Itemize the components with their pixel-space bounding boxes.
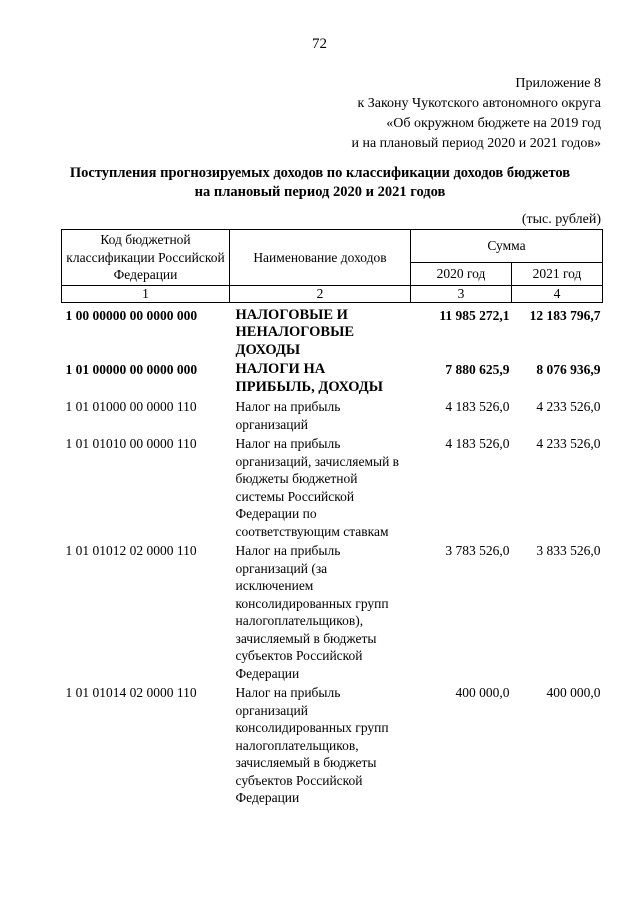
row-name: Налог на прибыль организаций, зачисляемый в бюджеты бюджетной системы Российской Федерации по соответствующим ставкам — [235, 436, 400, 539]
header-code: Код бюджетной классификации Российской Федерации — [62, 230, 230, 286]
row-amount-2021: 3 833 526,0 — [536, 543, 601, 558]
column-numbers-row — [62, 285, 603, 302]
appendix-line-4: и на плановый период 2020 и 2021 годов» — [351, 136, 601, 151]
row-code: 1 00 00000 00 0000 000 — [65, 307, 198, 323]
appendix-reference — [351, 74, 601, 154]
row-code: 1 01 01000 00 0000 110 — [65, 399, 197, 414]
column-number: 3 — [411, 285, 512, 302]
title-line-1: Поступления прогнозируемых доходов по классификации доходов бюджетов — [69, 165, 571, 181]
page-number: 72 — [312, 36, 327, 52]
appendix-line-1: Приложение 8 — [515, 76, 601, 91]
row-amount-2020: 7 880 625,9 — [445, 362, 510, 377]
row-amount-2021: 4 233 526,0 — [536, 399, 601, 414]
header-year-2020: 2020 год — [411, 263, 512, 285]
header-sum: Сумма — [411, 230, 603, 263]
column-number: 2 — [230, 285, 411, 302]
row-code: 1 01 00000 00 0000 000 — [65, 362, 198, 377]
units-label: (тыс. рублей) — [521, 212, 601, 227]
row-amount-2021: 400 000,0 — [546, 685, 601, 700]
header-name: Наименование доходов — [230, 230, 411, 286]
row-amount-2020: 11 985 272,1 — [439, 307, 510, 323]
row-amount-2020: 4 183 526,0 — [445, 399, 510, 414]
column-number: 1 — [62, 285, 230, 302]
header-year-2021: 2021 год — [512, 263, 603, 285]
document-title — [40, 164, 600, 202]
table-row — [62, 302, 603, 360]
title-line-2: на плановый период 2020 и 2021 годов — [194, 184, 446, 200]
row-code: 1 01 01014 02 0000 110 — [65, 685, 197, 700]
appendix-line-3: «Об окружном бюджете на 2019 год — [386, 116, 601, 131]
row-amount-2020: 3 783 526,0 — [445, 543, 510, 558]
table-row — [62, 360, 603, 397]
appendix-line-2: к Закону Чукотского автономного округа — [357, 96, 601, 111]
row-name: Налог на прибыль организаций консолидированных групп налогоплательщиков, зачисляемый в бюджеты субъектов Российской Федерации — [235, 685, 389, 805]
column-number: 4 — [512, 285, 603, 302]
row-amount-2021: 4 233 526,0 — [536, 436, 601, 451]
row-name: Налог на прибыль организаций (за исключением консолидированных групп налогоплательщиков), зачисляемый в бюджеты субъектов Российской Федерации — [235, 543, 389, 681]
row-code: 1 01 01010 00 0000 110 — [65, 436, 197, 451]
row-amount-2020: 4 183 526,0 — [445, 436, 510, 451]
row-amount-2020: 400 000,0 — [455, 685, 510, 700]
row-code: 1 01 01012 02 0000 110 — [65, 543, 197, 558]
table-row — [62, 434, 603, 541]
row-amount-2021: 8 076 936,9 — [536, 362, 601, 377]
row-name: НАЛОГИ НА ПРИБЫЛЬ, ДОХОДЫ — [235, 361, 384, 395]
row-amount-2021: 12 183 796,7 — [529, 307, 601, 323]
table-row — [62, 541, 603, 683]
revenue-table — [61, 229, 603, 808]
table-row — [62, 683, 603, 808]
row-name: НАЛОГОВЫЕ И НЕНАЛОГОВЫЕ ДОХОДЫ — [235, 306, 355, 358]
table-row — [62, 397, 603, 434]
row-name: Налог на прибыль организаций — [235, 399, 341, 432]
